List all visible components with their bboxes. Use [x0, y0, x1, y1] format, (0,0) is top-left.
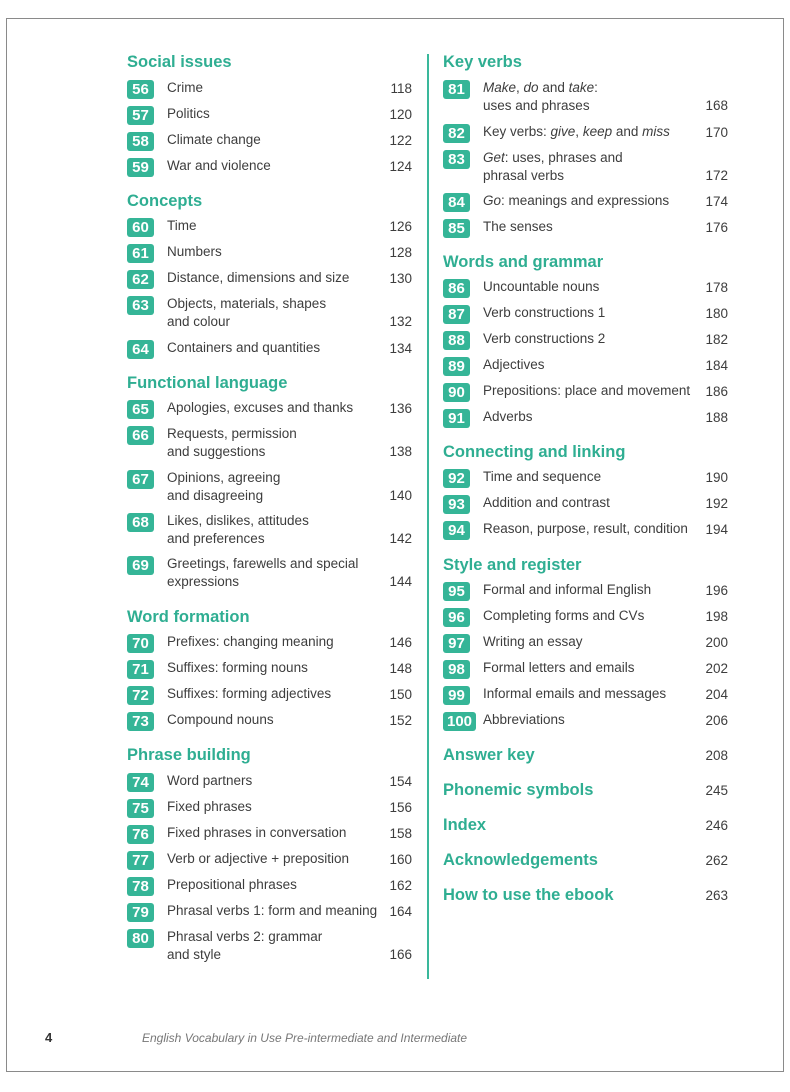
page-number: 202 [705, 661, 728, 676]
unit-title: Objects, materials, shapes and colour [167, 296, 327, 329]
page-number: 246 [705, 818, 728, 833]
unit-number-badge: 61 [127, 244, 154, 263]
unit-title: Adverbs [483, 409, 533, 424]
page-number: 130 [389, 271, 412, 286]
unit-number-badge: 84 [443, 193, 470, 212]
unit-number-badge: 60 [127, 218, 154, 237]
unit-title: Suffixes: forming nouns [167, 660, 308, 675]
unit-title: Fixed phrases [167, 799, 252, 814]
unit-number-badge: 82 [443, 124, 470, 143]
page-number: 194 [705, 522, 728, 537]
unit-title: Verb or adjective + preposition [167, 851, 349, 866]
unit-number-badge: 64 [127, 340, 154, 359]
page-number: 118 [390, 81, 412, 96]
unit-number-badge: 96 [443, 608, 470, 627]
unit-number-badge: 87 [443, 305, 470, 324]
unit-title: Informal emails and messages [483, 686, 667, 701]
page-number: 178 [705, 280, 728, 295]
unit-title: Phrasal verbs 2: grammar and style [167, 929, 323, 962]
page-number: 200 [705, 635, 728, 650]
back-matter-heading: Acknowledgements [443, 851, 598, 869]
section-heading: Word formation [127, 608, 250, 626]
page-number: 154 [389, 774, 412, 789]
unit-title: Prefixes: changing meaning [167, 634, 334, 649]
page-number: 140 [389, 488, 412, 503]
unit-title: Verb constructions 1 [483, 305, 606, 320]
unit-number-badge: 78 [127, 877, 154, 896]
unit-number-badge: 70 [127, 634, 154, 653]
unit-title: Suffixes: forming adjectives [167, 686, 332, 701]
unit-number-badge: 74 [127, 773, 154, 792]
unit-title: Opinions, agreeing and disagreeing [167, 470, 281, 503]
page-number: 146 [389, 635, 412, 650]
page-number: 126 [389, 219, 412, 234]
unit-number-badge: 86 [443, 279, 470, 298]
page-number: 142 [389, 531, 412, 546]
unit-title: Time [167, 218, 197, 233]
unit-number-badge: 85 [443, 219, 470, 238]
page-number: 182 [705, 332, 728, 347]
unit-title: Get: uses, phrases and phrasal verbs [483, 150, 623, 183]
footer-page-number: 4 [45, 1030, 53, 1045]
page-number: 196 [705, 583, 728, 598]
unit-number-badge: 93 [443, 495, 470, 514]
section-heading: Connecting and linking [443, 443, 626, 461]
unit-number-badge: 92 [443, 469, 470, 488]
page-number: 168 [705, 98, 728, 113]
page-number: 144 [389, 574, 412, 589]
unit-title: Addition and contrast [483, 495, 610, 510]
unit-title: Climate change [167, 132, 261, 147]
unit-title: Completing forms and CVs [483, 608, 645, 623]
unit-number-badge: 83 [443, 150, 470, 169]
back-matter-entry[interactable] [443, 780, 728, 800]
back-matter-heading: Phonemic symbols [443, 781, 594, 799]
page-number: 164 [389, 904, 412, 919]
unit-number-badge: 56 [127, 80, 154, 99]
unit-number-badge: 76 [127, 825, 154, 844]
page-number: 204 [705, 687, 728, 702]
unit-title: Greetings, farewells and special expressions [167, 556, 359, 589]
unit-number-badge: 79 [127, 903, 154, 922]
section-heading: Phrase building [127, 746, 251, 764]
page-number: 132 [389, 314, 412, 329]
page-number: 184 [705, 358, 728, 373]
page-number: 158 [389, 826, 412, 841]
unit-number-badge: 100 [443, 712, 476, 731]
unit-title: Go: meanings and expressions [483, 193, 670, 208]
page-number: 134 [389, 341, 412, 356]
section-heading: Concepts [127, 192, 203, 210]
unit-number-badge: 99 [443, 686, 470, 705]
unit-title: Distance, dimensions and size [167, 270, 350, 285]
page-number: 245 [705, 783, 728, 798]
page-number: 160 [389, 852, 412, 867]
unit-number-badge: 91 [443, 409, 470, 428]
unit-number-badge: 58 [127, 132, 154, 151]
unit-number-badge: 67 [127, 470, 154, 489]
unit-title: Word partners [167, 773, 253, 788]
back-matter-entry[interactable] [443, 850, 728, 870]
section-heading: Functional language [127, 374, 288, 392]
unit-title: Uncountable nouns [483, 279, 600, 294]
unit-title: Formal and informal English [483, 582, 652, 597]
unit-title: Requests, permission and suggestions [167, 426, 297, 459]
section-heading: Social issues [127, 53, 232, 71]
back-matter-entry[interactable] [443, 745, 728, 765]
page-number: 138 [389, 444, 412, 459]
page-number: 208 [705, 748, 728, 763]
unit-number-badge: 90 [443, 383, 470, 402]
unit-number-badge: 81 [443, 80, 470, 99]
unit-number-badge: 94 [443, 521, 470, 540]
page-number: 170 [705, 125, 728, 140]
back-matter-entry[interactable] [443, 815, 728, 835]
unit-number-badge: 69 [127, 556, 154, 575]
unit-number-badge: 68 [127, 513, 154, 532]
section-heading: Style and register [443, 556, 582, 574]
page-number: 124 [389, 159, 412, 174]
unit-number-badge: 72 [127, 686, 154, 705]
footer-book-title: English Vocabulary in Use Pre-intermediate and Intermediate [142, 1031, 468, 1045]
unit-number-badge: 57 [127, 106, 154, 125]
unit-title: Abbreviations [483, 712, 565, 727]
page-number: 162 [389, 878, 412, 893]
unit-title: Verb constructions 2 [483, 331, 606, 346]
unit-title: Compound nouns [167, 712, 274, 727]
back-matter-heading: How to use the ebook [443, 886, 614, 904]
unit-number-badge: 97 [443, 634, 470, 653]
unit-title: Politics [167, 106, 210, 121]
unit-title: Key verbs: give, keep and miss [483, 124, 670, 139]
unit-title: Prepositional phrases [167, 877, 297, 892]
unit-title: Numbers [167, 244, 222, 259]
back-matter-heading: Answer key [443, 746, 535, 764]
unit-number-badge: 95 [443, 582, 470, 601]
unit-title: Fixed phrases in conversation [167, 825, 347, 840]
unit-number-badge: 73 [127, 712, 154, 731]
section-heading: Key verbs [443, 53, 522, 71]
page-number: 172 [705, 168, 728, 183]
page-number: 190 [705, 470, 728, 485]
unit-number-badge: 65 [127, 400, 154, 419]
page-number: 180 [705, 306, 728, 321]
unit-title: The senses [483, 219, 553, 234]
page-number: 120 [389, 107, 412, 122]
page-number: 136 [389, 401, 412, 416]
page-number: 174 [705, 194, 728, 209]
page-number: 166 [389, 947, 412, 962]
unit-number-badge: 66 [127, 426, 154, 445]
unit-title: Phrasal verbs 1: form and meaning [167, 903, 378, 918]
unit-number-badge: 75 [127, 799, 154, 818]
unit-number-badge: 80 [127, 929, 154, 948]
page-number: 188 [705, 410, 728, 425]
unit-title: Prepositions: place and movement [483, 383, 691, 398]
unit-title: Crime [167, 80, 203, 95]
page-number: 128 [389, 245, 412, 260]
unit-title: Time and sequence [483, 469, 602, 484]
page-number: 152 [389, 713, 412, 728]
page-number: 156 [389, 800, 412, 815]
page-number: 263 [705, 888, 728, 903]
page-number: 206 [705, 713, 728, 728]
unit-title: Containers and quantities [167, 340, 321, 355]
unit-title: War and violence [167, 158, 271, 173]
page-number: 262 [705, 853, 728, 868]
unit-number-badge: 88 [443, 331, 470, 350]
section-heading: Words and grammar [443, 253, 604, 271]
unit-number-badge: 71 [127, 660, 154, 679]
unit-title: Writing an essay [483, 634, 583, 649]
back-matter-entry[interactable] [443, 885, 728, 905]
page-number: 148 [389, 661, 412, 676]
page-number: 192 [705, 496, 728, 511]
unit-title: Make, do and take: uses and phrases [483, 80, 598, 113]
unit-title: Formal letters and emails [483, 660, 635, 675]
unit-number-badge: 98 [443, 660, 470, 679]
page-number: 122 [389, 133, 412, 148]
unit-number-badge: 62 [127, 270, 154, 289]
unit-number-badge: 89 [443, 357, 470, 376]
unit-title: Likes, dislikes, attitudes and preferences [167, 513, 309, 546]
unit-number-badge: 77 [127, 851, 154, 870]
unit-title: Reason, purpose, result, condition [483, 521, 688, 536]
page-number: 176 [705, 220, 728, 235]
back-matter-heading: Index [443, 816, 487, 834]
unit-number-badge: 59 [127, 158, 154, 177]
unit-title: Adjectives [483, 357, 545, 372]
unit-title: Apologies, excuses and thanks [167, 400, 354, 415]
unit-number-badge: 63 [127, 296, 154, 315]
page-number: 198 [705, 609, 728, 624]
page-number: 186 [705, 384, 728, 399]
column-divider [427, 54, 429, 979]
page-number: 150 [389, 687, 412, 702]
